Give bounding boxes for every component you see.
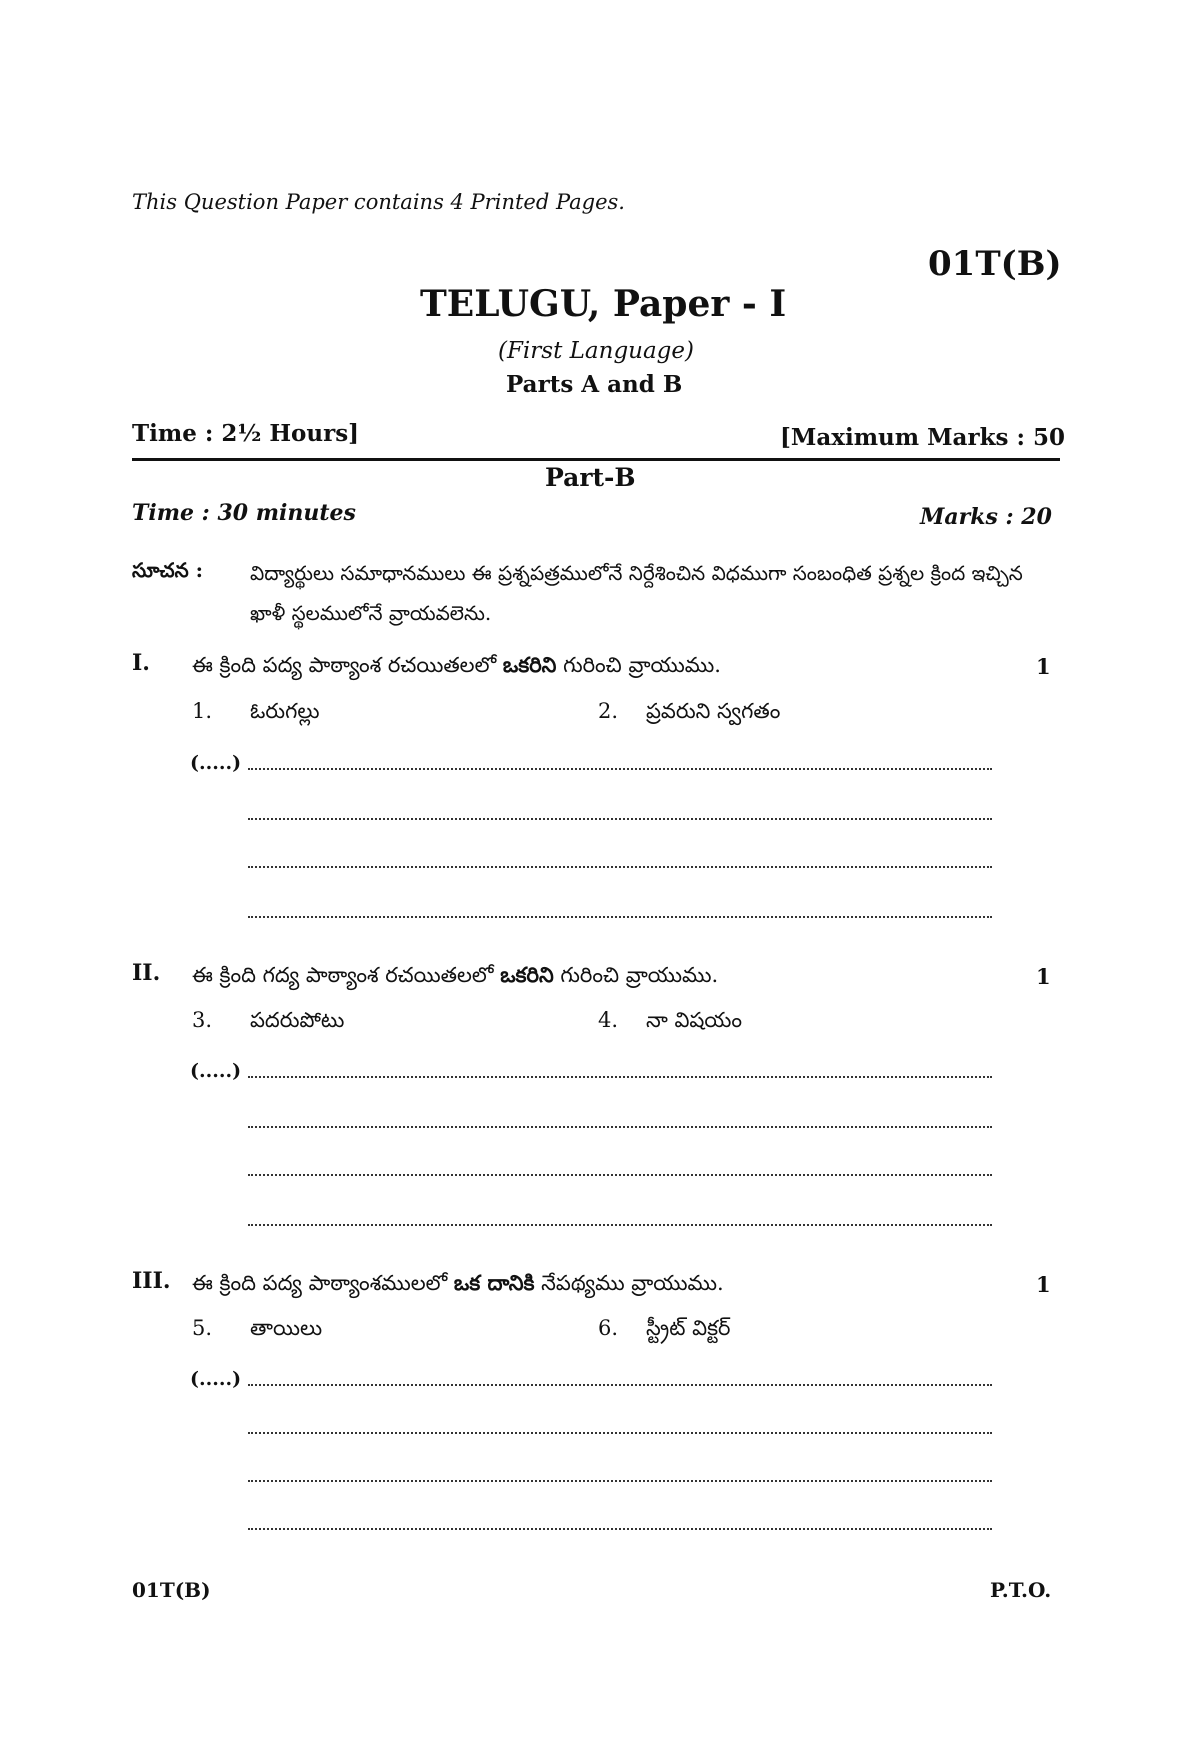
answer-blank-label: (.....) — [190, 1060, 242, 1082]
option-text: పదరుపోటు — [250, 1008, 345, 1032]
answer-line[interactable] — [248, 916, 992, 918]
answer-line[interactable] — [248, 866, 992, 868]
question-text-part: గురించి వ్రాయుము. — [563, 653, 721, 677]
answer-line[interactable] — [248, 818, 992, 820]
question-text-emphasis: ఒకరిని — [502, 652, 557, 677]
question-number: III. — [132, 1268, 171, 1294]
answer-line[interactable] — [248, 1528, 992, 1530]
page-turn-note: P.T.O. — [990, 1578, 1052, 1602]
answer-line[interactable] — [248, 1076, 992, 1078]
part-title: Part-B — [545, 463, 636, 492]
option-text: స్ట్రీట్ విక్టర్ — [646, 1316, 731, 1340]
answer-line[interactable] — [248, 1480, 992, 1482]
option-number: 4. — [598, 1008, 619, 1032]
answer-line[interactable] — [248, 768, 992, 770]
answer-line[interactable] — [248, 1432, 992, 1434]
question-marks: 1 — [1036, 1272, 1051, 1297]
question-text — [192, 962, 718, 993]
question-text-part: ఈ క్రింది పద్య పాఠ్యాంశ రచయితలలో — [192, 653, 497, 677]
option-number: 1. — [192, 699, 213, 723]
answer-blank-label: (.....) — [190, 752, 242, 774]
answer-blank-label: (.....) — [190, 1368, 242, 1390]
question-text-emphasis: ఒక దానికి — [453, 1270, 535, 1295]
question-number: I. — [132, 650, 150, 676]
answer-line[interactable] — [248, 1224, 992, 1226]
answer-line[interactable] — [248, 1126, 992, 1128]
question-text-part: ఈ క్రింది గద్య పాఠ్యాంశ రచయితలలో — [192, 963, 494, 987]
option-number: 5. — [192, 1316, 213, 1340]
option-text: నా విషయం — [646, 1008, 743, 1032]
paper-code: 01T(B) — [928, 244, 1062, 284]
option-number: 3. — [192, 1008, 213, 1032]
question-marks: 1 — [1036, 654, 1051, 679]
question-text-part: గురించి వ్రాయుము. — [560, 963, 719, 987]
option-number: 2. — [598, 699, 619, 723]
footer-code: 01T(B) — [132, 1578, 211, 1602]
question-text — [192, 1270, 724, 1301]
part-marks: Marks : 20 — [920, 504, 1052, 530]
question-text-emphasis: ఒకరిని — [500, 962, 554, 987]
answer-line[interactable] — [248, 1174, 992, 1176]
total-time: Time : 2½ Hours] — [132, 420, 360, 447]
maximum-marks: [Maximum Marks : 50 — [780, 424, 1065, 451]
page-count-note: This Question Paper contains 4 Printed Pages. — [132, 190, 625, 214]
answer-line[interactable] — [248, 1384, 992, 1386]
question-number: II. — [132, 960, 161, 986]
option-text: ఓరుగల్లు — [250, 699, 320, 723]
option-text: ప్రవరుని స్వగతం — [646, 699, 781, 723]
question-text-part: నేపథ్యము వ్రాయుము. — [541, 1271, 724, 1295]
paper-title: TELUGU, Paper - I — [420, 283, 787, 325]
question-marks: 1 — [1036, 964, 1051, 989]
paper-subtitle: (First Language) — [498, 338, 694, 364]
instruction-label: సూచన : — [132, 558, 203, 582]
question-text-part: ఈ క్రింది పద్య పాఠ్యాంశములలో — [192, 1271, 448, 1295]
paper-parts: Parts A and B — [506, 371, 683, 398]
question-text — [192, 652, 721, 683]
header-rule — [132, 458, 1060, 461]
part-time: Time : 30 minutes — [132, 500, 356, 526]
instruction-text: విద్యార్థులు సమాధానములు ఈ ప్రశ్నపత్రములోనే నిర్దేశించిన విధముగా సంబంధిత ప్రశ్నల క్రింద ఇచ్చిన ఖాళీ స్థలములోనే వ్రాయవలెను. — [250, 561, 1023, 625]
option-text: తాయిలు — [250, 1316, 323, 1340]
option-number: 6. — [598, 1316, 619, 1340]
